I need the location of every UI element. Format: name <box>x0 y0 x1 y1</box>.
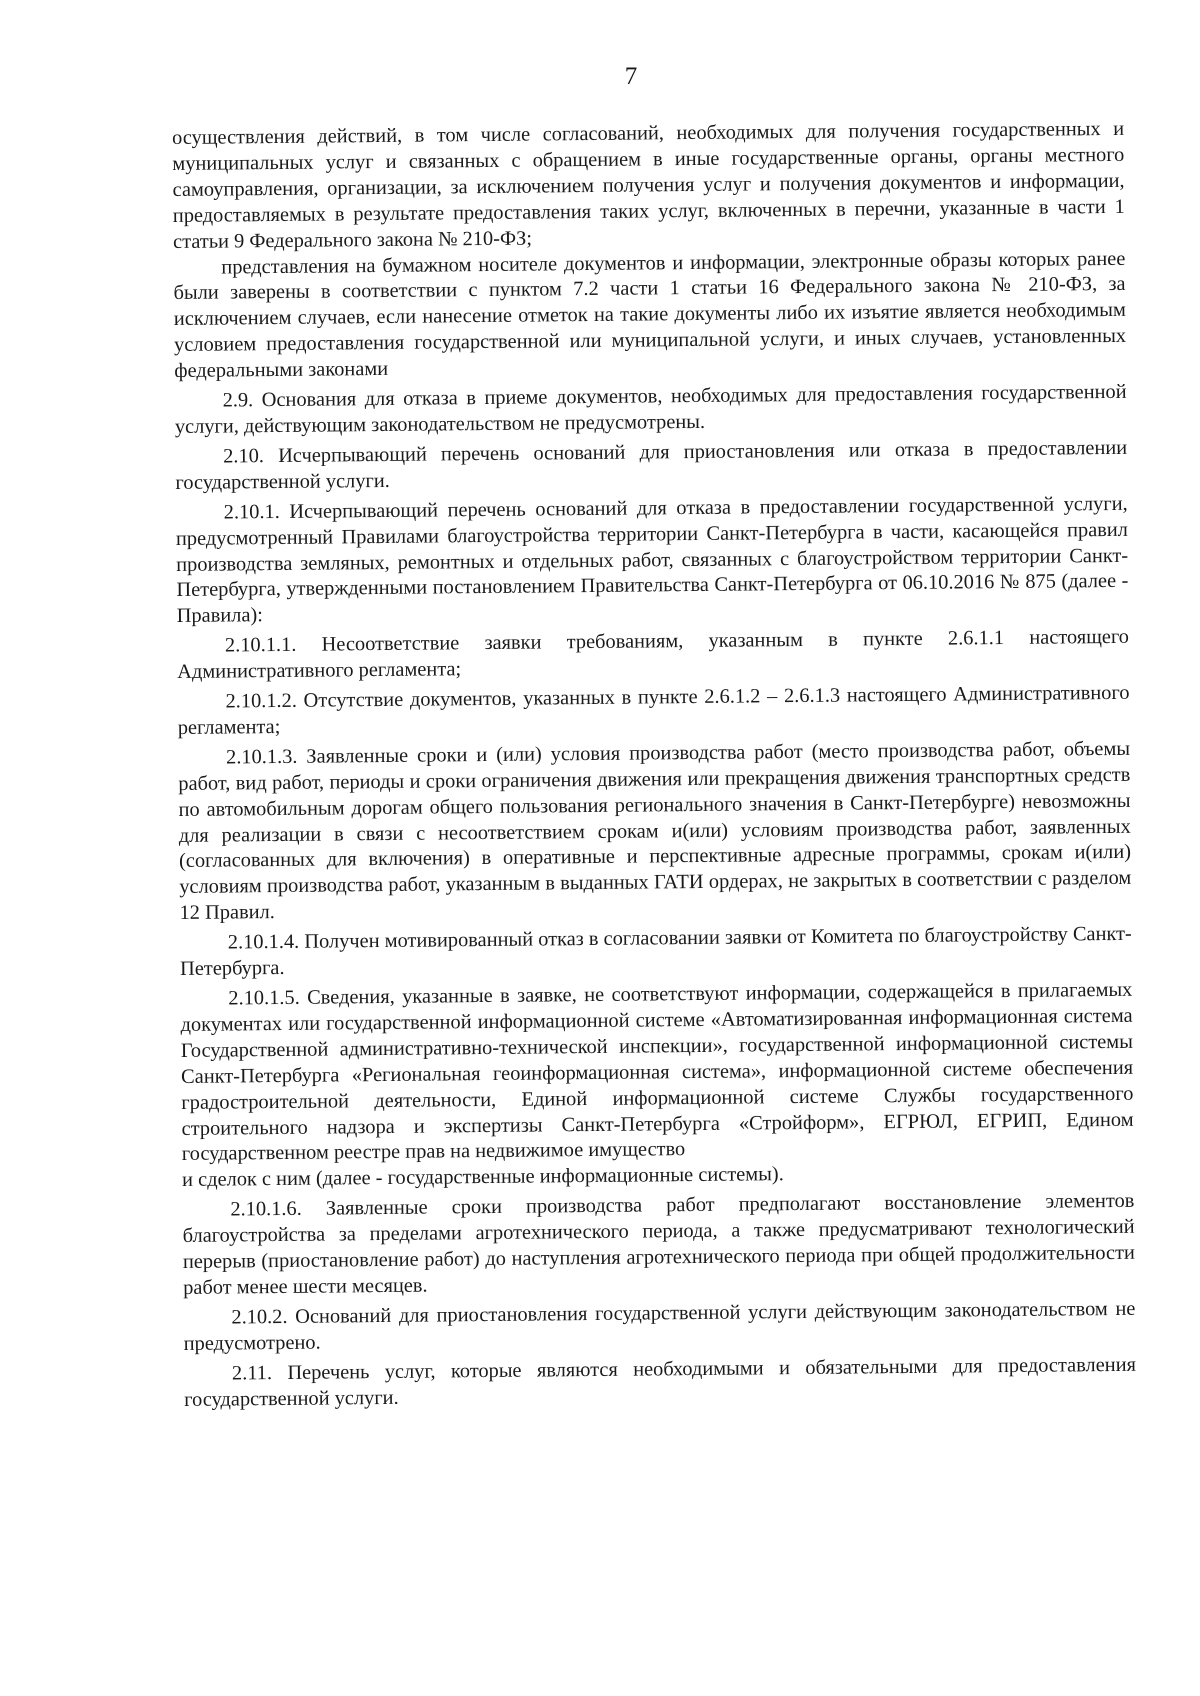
paragraph-2-10-1-5: 2.10.1.5. Сведения, указанные в заявке, не соответствуют информации, содержащейся в прилагаемых документах или государственной информационной системе «Автоматизированная информационная система Государственной административно-технической инспекции», государственной информационной системы Санкт-Петербурга «Региональная геоинформационная система», информационной системе обеспечения градостроительной деятельности, Единой информационной системе Службы государственного строительного надзора и экспертизы Санкт-Петербурга «Стройформ», ЕГРЮЛ, ЕГРИП, Едином государственном реестре прав на недвижимое имущество <box>180 978 1134 1166</box>
paragraph-2-10-1-5-end: и сделок с ним (далее - государственные информационные системы). <box>182 1163 784 1192</box>
page-number: 7 <box>624 63 638 90</box>
paragraph-2-10-1-3: 2.10.1.3. Заявленные сроки и (или) условия производства работ (место производства работ, объемы работ, вид работ, периоды и сроки ограничения движения или прекращения движения транспортных средств по автомобильным дорогам общего пользования регионального значения в Санкт-Петербурге) невозможны для реализации в связи с несоответствием срокам и(или) условиям производства работ, заявленных (согласованных для включения) в оперативные и перспективные адресные программы, срокам и(или) условиям производства работ, указанным в выданных ГАТИ ордерах, не закрытых в соответствии с разделом 12 Правил. <box>178 737 1132 925</box>
paragraph-2-10-1-6: 2.10.1.6. Заявленные сроки производства работ предполагают восстановление элементов благоустройства за пределами агротехнического периода, а также предусматривают технологический перерыв (приостановление работ) до наступления агротехнического периода при общей продолжительности работ менее шести месяцев. <box>182 1190 1135 1299</box>
document-body <box>172 117 1136 1414</box>
paragraph-2-10: 2.10. Исчерпывающий перечень оснований для приостановления или отказа в предоставлении государственной услуги. <box>175 436 1128 494</box>
paragraph-2-10-2: 2.10.2. Оснований для приостановления государственной услуги действующим законодательством не предусмотрено. <box>183 1297 1136 1355</box>
paragraph-2-10-1-4: 2.10.1.4. Получен мотивированный отказ в согласовании заявки от Комитета по благоустройству Санкт-Петербурга. <box>179 923 1132 981</box>
paragraph-2-10-1-2: 2.10.1.2. Отсутствие документов, указанных в пункте 2.6.1.2 – 2.6.1.3 настоящего Административного регламента; <box>177 681 1130 739</box>
paragraph-paper-documents: представления на бумажном носителе документов и информации, электронные образы которых ранее были заверены в соответствии с пунктом 7.2 части 1 статьи 16 Федерального закона № 210-ФЗ, за исключением случаев, если нанесение отметок на такие документы либо их изъятие является необходимым условием предоставления государственной или муниципальной услуги, и иных случаев, установленных федеральными законами <box>173 247 1127 383</box>
paragraph-2-9: 2.9. Основания для отказа в приеме документов, необходимых для предоставления государственной услуги, действующим законодательством не предусмотрены. <box>174 380 1127 438</box>
paragraph-2-10-1: 2.10.1. Исчерпывающий перечень оснований для отказа в предоставлении государственной услуги, предусмотренный Правилами благоустройства территории Санкт-Петербурга в части, касающейся правил производства земляных, ремонтных и отдельных работ, связанных с благоустройством территории Санкт-Петербурга, утвержденными постановлением Правительства Санкт-Петербурга от 06.10.2016 № 875 (далее - Правила): <box>175 492 1129 628</box>
paragraph-2-11: 2.11. Перечень услуг, которые являются необходимыми и обязательными для предоставления государственной услуги. <box>184 1353 1137 1411</box>
paragraph-continuation: осуществления действий, в том числе согласований, необходимых для получения государственных и муниципальных услуг и связанных с обращением в иные государственные органы, органы местного самоуправления, организации, за исключением получения услуг и получения документов и информации, предоставляемых в результате предоставления таких услуг, включенных в перечни, указанные в части 1 статьи 9 Федерального закона № 210-ФЗ; <box>172 117 1125 253</box>
paragraph-2-10-1-1: 2.10.1.1. Несоответствие заявки требованиям, указанным в пункте 2.6.1.1 настоящего Административного регламента; <box>177 626 1130 684</box>
